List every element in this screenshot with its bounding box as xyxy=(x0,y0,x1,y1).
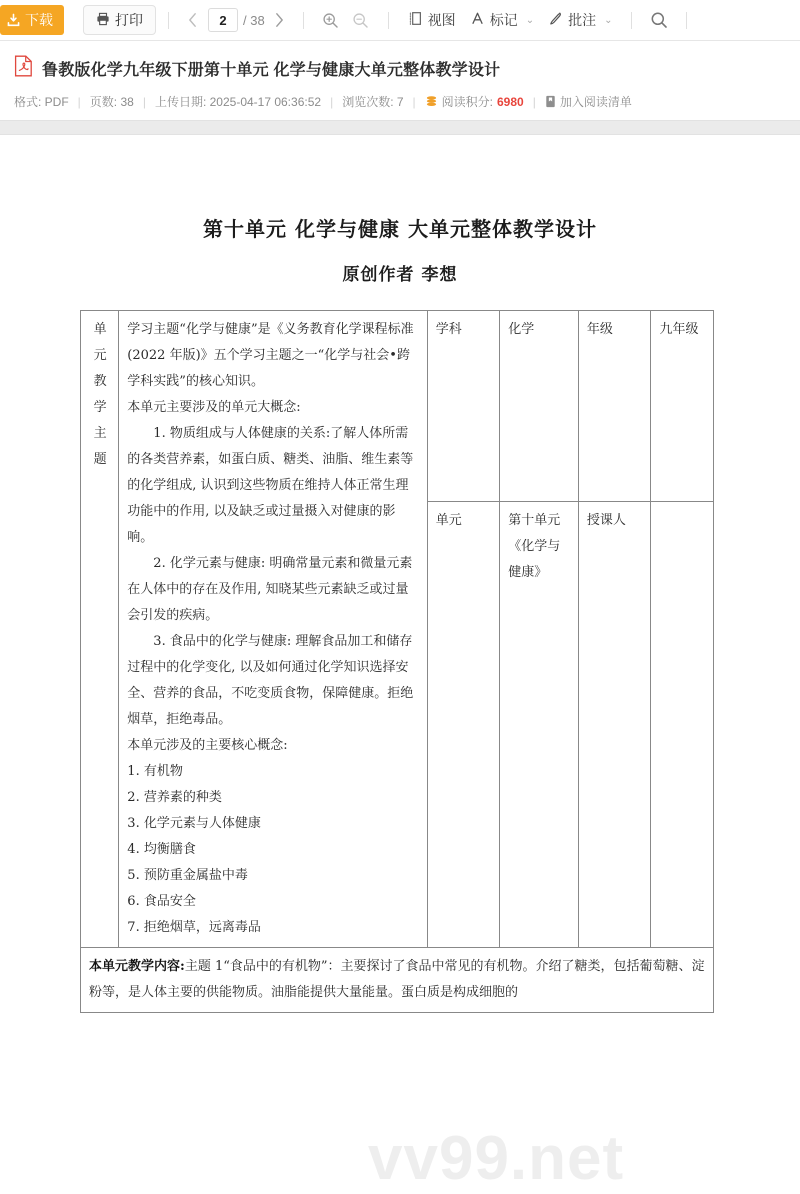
meta-sep-4: | xyxy=(412,94,416,109)
next-page-button[interactable] xyxy=(269,7,291,33)
booklist-icon xyxy=(545,95,556,108)
cell-teacher-value xyxy=(651,502,714,948)
pdf-viewer-toolbar xyxy=(0,0,800,41)
body-para-7: 2. 营养素的种类 xyxy=(127,790,222,805)
coins-icon xyxy=(425,95,438,108)
body-para-3: 2. 化学元素与健康: 明确常量元素和微量元素在人体中的存在及作用, 知晓某些元素缺乏或过量会引发的疾病。 xyxy=(127,556,413,623)
meta-add-to-list[interactable]: 加入阅读清单 xyxy=(559,95,632,109)
download-button[interactable] xyxy=(0,5,64,35)
meta-points-label: 阅读积分: xyxy=(441,95,493,109)
cell-unit-key: 单元 xyxy=(427,502,500,948)
meta-sep-2: | xyxy=(142,94,146,109)
meta-sep-5: | xyxy=(532,94,536,109)
annotate-button[interactable] xyxy=(544,7,616,33)
print-label: 打印 xyxy=(115,12,143,28)
cell-unit-value: 第十单元《化学与健康》 xyxy=(500,502,579,948)
zoom-out-button[interactable] xyxy=(348,7,374,33)
teaching-content-text: 主题 1“食品中的有机物”：主要探讨了食品中常见的有机物。介绍了糖类，包括葡萄糖、淀粉等，是人体主要的供能物质。油脂能提供大量能量。蛋白质是构成细胞的 xyxy=(89,959,705,1000)
toolbar-divider-1 xyxy=(168,12,169,29)
toolbar-divider-2 xyxy=(303,12,304,29)
annotate-label: 批注 xyxy=(568,12,597,28)
view-button[interactable] xyxy=(404,7,460,33)
pdf-icon xyxy=(14,55,33,82)
cell-grade-key: 年级 xyxy=(578,311,651,502)
cell-row-label: 单元教学主题 xyxy=(81,311,119,948)
cell-subject-value: 化学 xyxy=(500,311,579,502)
unit-design-table xyxy=(80,310,714,1013)
pdf-page-canvas xyxy=(0,135,800,1193)
body-para-9: 4. 均衡膳食 xyxy=(127,842,196,857)
body-para-12: 7. 拒绝烟草，远离毒品 xyxy=(127,920,261,935)
viewer-separator-band xyxy=(0,120,800,135)
meta-points-value: 6980 xyxy=(497,94,524,109)
body-para-0: 学习主题“化学与健康”是《义务教育化学课程标准(2022 年版)》五个学习主题之一“化学与社会•跨学科实践”的核心知识。 xyxy=(127,322,414,389)
document-metadata xyxy=(14,93,786,110)
body-para-5: 本单元涉及的主要核心概念: xyxy=(127,738,288,753)
mark-button[interactable] xyxy=(466,7,538,33)
zoom-in-button[interactable] xyxy=(318,7,344,33)
cell-unit-theme-body xyxy=(119,311,427,948)
toolbar-divider-5 xyxy=(686,12,687,29)
body-para-2: 1. 物质组成与人体健康的关系:了解人体所需的各类营养素，如蛋白质、糖类、油脂、维生素等的化学组成, 认识到这些物质在维持人体正常生理功能中的作用, 以及缺乏或过量摄入对健康的影响。 xyxy=(127,426,414,545)
meta-sep-1: | xyxy=(77,94,81,109)
chevron-down-icon[interactable]: ⌄ xyxy=(525,14,535,26)
teaching-content-lead: 本单元教学内容: xyxy=(89,959,185,974)
printer-icon xyxy=(96,12,110,29)
body-para-4: 3. 食品中的化学与健康: 理解食品加工和储存过程中的化学变化, 以及如何通过化学知识选择安全、营养的食品，不吃变质食物，保障健康。拒绝烟草，拒绝毒品。 xyxy=(127,634,414,727)
chevron-down-icon-2[interactable]: ⌄ xyxy=(604,14,613,26)
page-title: 鲁教版化学九年级下册第十单元 化学与健康大单元整体教学设计 xyxy=(42,62,501,79)
watermark: vv99.net xyxy=(368,1124,625,1193)
toolbar-divider-3 xyxy=(388,12,389,29)
page-number-input[interactable] xyxy=(208,8,238,32)
download-icon xyxy=(6,13,21,28)
body-para-1: 本单元主要涉及的单元大概念: xyxy=(127,400,301,415)
meta-upload-date: 上传日期: 2025-04-17 06:36:52 xyxy=(154,95,322,109)
cell-teacher-key: 授课人 xyxy=(578,502,651,948)
body-para-8: 3. 化学元素与人体健康 xyxy=(127,816,261,831)
view-label: 视图 xyxy=(427,12,456,28)
mark-label: 标记 xyxy=(489,12,518,28)
document-title-row xyxy=(14,55,786,82)
body-para-6: 1. 有机物 xyxy=(127,764,183,779)
download-label: 下载 xyxy=(25,12,53,28)
cell-grade-value: 九年级 xyxy=(651,311,714,502)
document-info-panel xyxy=(0,41,800,120)
page-number-value: 2 xyxy=(219,12,227,28)
marker-icon xyxy=(470,11,485,29)
cell-teaching-content xyxy=(81,948,714,1013)
page-view-icon xyxy=(408,11,423,29)
table-row xyxy=(81,948,714,1013)
toolbar-divider-4 xyxy=(631,12,632,29)
meta-pages: 页数: 38 xyxy=(89,95,134,109)
meta-format: 格式: PDF xyxy=(14,95,69,109)
meta-views: 浏览次数: 7 xyxy=(342,95,404,109)
document-author: 原创作者 李想 xyxy=(342,265,458,285)
table-row xyxy=(81,311,714,502)
page-total-label: / 38 xyxy=(243,12,265,28)
search-button[interactable] xyxy=(646,7,672,33)
print-button[interactable] xyxy=(83,5,156,35)
body-para-10: 5. 预防重金属盐中毒 xyxy=(127,868,248,883)
document-heading: 第十单元 化学与健康 大单元整体教学设计 xyxy=(203,217,597,241)
prev-page-button[interactable] xyxy=(181,7,203,33)
body-para-11: 6. 食品安全 xyxy=(127,894,196,909)
meta-sep-3: | xyxy=(330,94,334,109)
cell-subject-key: 学科 xyxy=(427,311,500,502)
pen-icon xyxy=(548,11,563,29)
